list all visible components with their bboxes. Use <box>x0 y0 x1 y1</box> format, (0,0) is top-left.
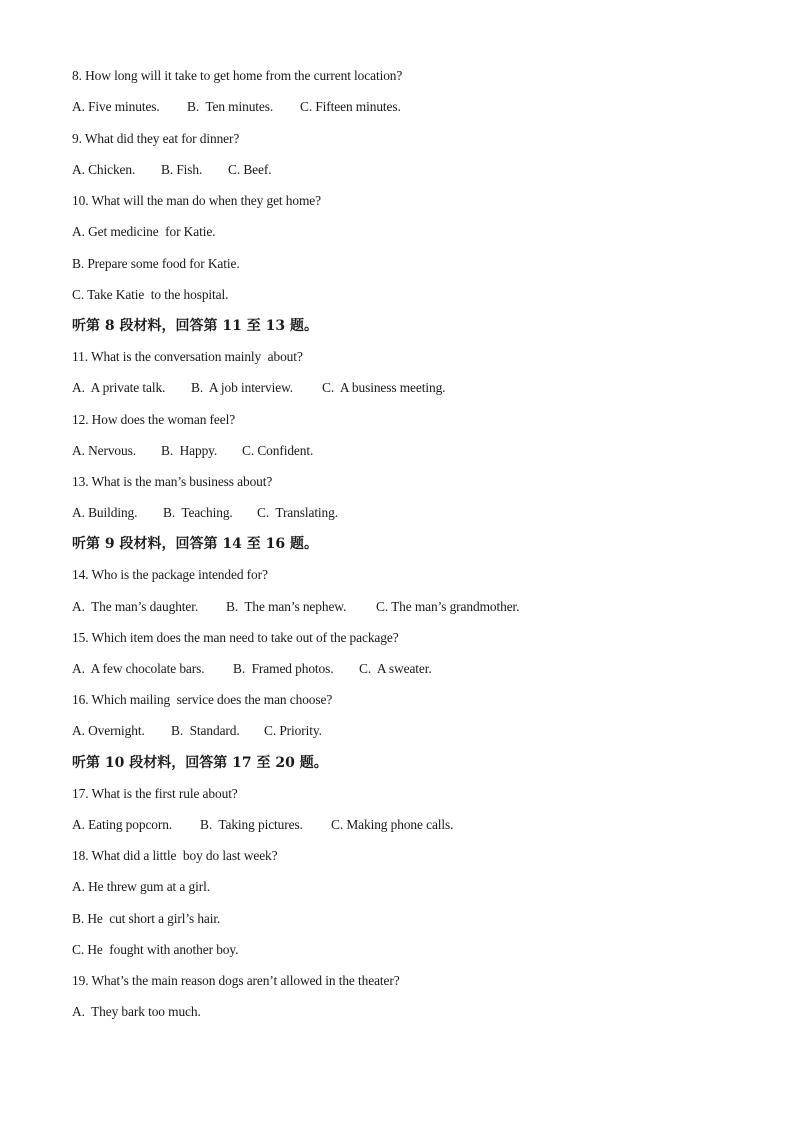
option-a: A. A few chocolate bars. <box>72 661 205 676</box>
question-9-options <box>72 162 752 178</box>
section-heading-8: 听第 8 段材料，回答第 11 至 13 题。 <box>72 318 318 334</box>
question-18-option-a: A. He threw gum at a girl. <box>72 879 210 894</box>
option-a: A. Building. <box>72 505 138 520</box>
question-10-option-c: C. Take Katie to the hospital. <box>72 287 229 302</box>
option-c: C. Confident. <box>242 443 314 458</box>
question-14-options <box>72 599 752 615</box>
question-12: 12. How does the woman feel? <box>72 412 236 427</box>
option-c: C. A sweater. <box>359 661 432 676</box>
option-a: A. Nervous. <box>72 443 136 458</box>
option-c: C. The man’s grandmother. <box>376 599 520 614</box>
option-c: C. Priority. <box>264 723 322 738</box>
question-16-options <box>72 723 752 739</box>
option-a: A. Overnight. <box>72 723 145 738</box>
question-16: 16. Which mailing service does the man choose? <box>72 692 333 707</box>
option-c: C. Fifteen minutes. <box>300 99 401 114</box>
question-19-option-a: A. They bark too much. <box>72 1004 201 1019</box>
question-11: 11. What is the conversation mainly about? <box>72 349 303 364</box>
option-a: A. A private talk. <box>72 380 166 395</box>
option-b: B. Taking pictures. <box>200 817 303 832</box>
question-13: 13. What is the man’s business about? <box>72 474 273 489</box>
option-c: C. Beef. <box>228 162 272 177</box>
question-10: 10. What will the man do when they get home? <box>72 193 321 208</box>
question-11-options <box>72 380 752 396</box>
option-b: B. Happy. <box>161 443 218 458</box>
question-9: 9. What did they eat for dinner? <box>72 131 240 146</box>
question-17: 17. What is the first rule about? <box>72 786 238 801</box>
section-heading-10: 听第 10 段材料，回答第 17 至 20 题。 <box>72 755 328 771</box>
question-17-options <box>72 817 752 833</box>
question-10-option-b: B. Prepare some food for Katie. <box>72 256 240 271</box>
question-19: 19. What’s the main reason dogs aren’t allowed in the theater? <box>72 973 400 988</box>
question-18-option-c: C. He fought with another boy. <box>72 942 239 957</box>
option-a: A. Eating popcorn. <box>72 817 173 832</box>
question-12-options <box>72 443 752 459</box>
question-15: 15. Which item does the man need to take out of the package? <box>72 630 399 645</box>
option-a: A. Chicken. <box>72 162 136 177</box>
option-c: C. Making phone calls. <box>331 817 454 832</box>
option-b: B. A job interview. <box>191 380 294 395</box>
option-b: B. Fish. <box>161 162 203 177</box>
question-13-options <box>72 505 752 521</box>
question-15-options <box>72 661 752 677</box>
option-b: B. Teaching. <box>163 505 233 520</box>
question-14: 14. Who is the package intended for? <box>72 567 268 582</box>
option-c: C. A business meeting. <box>322 380 446 395</box>
option-a: A. Five minutes. <box>72 99 160 114</box>
option-a: A. The man’s daughter. <box>72 599 199 614</box>
question-10-option-a: A. Get medicine for Katie. <box>72 224 216 239</box>
section-heading-9: 听第 9 段材料，回答第 14 至 16 题。 <box>72 536 318 552</box>
option-b: B. Ten minutes. <box>187 99 274 114</box>
option-c: C. Translating. <box>257 505 338 520</box>
question-18: 18. What did a little boy do last week? <box>72 848 278 863</box>
option-b: B. Framed photos. <box>233 661 334 676</box>
question-8-options <box>72 99 752 115</box>
option-b: B. Standard. <box>171 723 240 738</box>
option-b: B. The man’s nephew. <box>226 599 347 614</box>
question-18-option-b: B. He cut short a girl’s hair. <box>72 911 221 926</box>
question-8: 8. How long will it take to get home from the current location? <box>72 68 403 83</box>
